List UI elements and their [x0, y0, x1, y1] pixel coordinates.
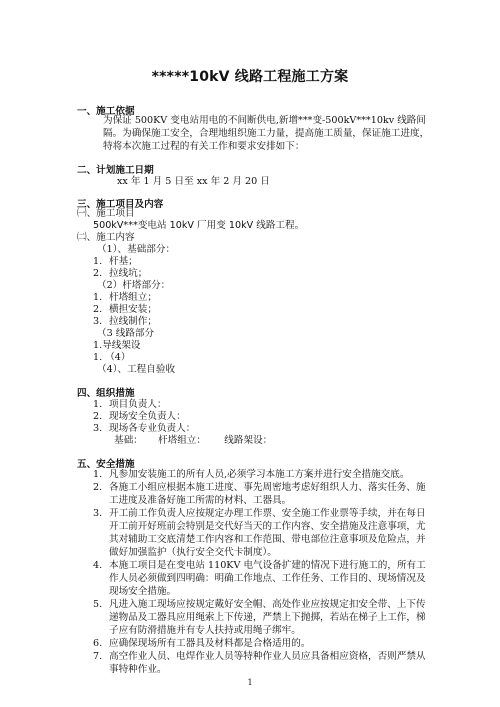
schedule-date: xx 年 1 月 5 日至 xx 年 2 月 20 日 — [117, 176, 270, 187]
basis-paragraph: 为保证 500KV 变电站用电的不间断供电,新增***变-500kV***10kv 线路间隔。为确保施工安全，合理地组织施工力量，提高施工质量，保证施工进度，特将本次施工过程的有关工作和要求安排如下： — [103, 115, 430, 152]
section-heading-items: 三、施工项目及内容 — [77, 199, 164, 210]
project-name: 500kV***变电站 10kV 厂用变 10kV 线路工程。 — [93, 220, 305, 231]
item-number: 3. — [93, 316, 103, 327]
item-number: 1. — [93, 399, 103, 410]
item-text: 杆塔组立； — [109, 292, 157, 303]
self-acceptance-label: （4）、工程自验收 — [97, 364, 176, 375]
section-heading-basis: 一、施工依据 — [77, 106, 135, 117]
item-text: 各施工小组应根据本施工进度、事先周密地考虑好组织人力、落实任务、施工进度及准备好施工所需的材料、工器具。 — [109, 482, 426, 506]
item-number: 2. — [93, 304, 103, 315]
list-item — [93, 468, 429, 481]
item-text: 开工前工作负责人应按规定办理工作票、安全施工作业票等手续，并在每日开工前开好班前会特别是交代好当天的工作内容、安全措施及注意事项，尤其对辅助工交底清楚工作内容和工作范围、带电部位注意事项及危险点，并做好加强监护（执行安全交代卡制度）。 — [109, 508, 426, 558]
item-text: 应确保现场所有工器具及材料都是合格适用的。 — [109, 638, 311, 649]
document-title: *****10kV 线路工程施工方案 — [151, 69, 349, 85]
item-number: 4. — [93, 560, 103, 571]
item-text: 杆基； — [109, 256, 138, 267]
list-item — [93, 598, 429, 637]
item-text: 本施工项目是在变电站 110KV 电气设备扩建的情况下进行施工的，所有工作人员必须做到四明确：明确工作地点、工作任务、工作目的、现场情况及现场安全措施。 — [109, 560, 426, 597]
list-item — [93, 650, 429, 676]
item-number: 2. — [93, 411, 103, 422]
item-number: 6. — [93, 638, 103, 649]
item-text: 现场安全负责人： — [109, 411, 186, 422]
tower-part-label: （2）杆塔部分： — [97, 280, 171, 291]
list-item — [93, 637, 429, 650]
subsection-content: ㈡、施工内容 — [77, 232, 135, 243]
item-number: 5. — [93, 599, 103, 610]
item-number: 3. — [93, 508, 103, 519]
line-item-wire: 1.导线架设 — [93, 340, 141, 351]
item-number: 1. — [93, 469, 103, 480]
line-item-4: 1. （4） — [93, 352, 131, 363]
item-text: 拉线坑； — [109, 268, 148, 279]
item-text: 项目负责人： — [109, 399, 167, 410]
item-text: 凡参加安装施工的所有人员,必须学习本施工方案并进行安全措施交底。 — [109, 469, 410, 480]
role-labels: 基础： 杆塔组立： 线路架设： — [114, 435, 273, 446]
item-number: 1. — [93, 292, 103, 303]
subsection-project: ㈠、施工项目 — [77, 208, 135, 219]
page-number: 1 — [247, 678, 253, 687]
item-number: 2. — [93, 482, 103, 493]
item-number: 3. — [93, 423, 103, 434]
line-part-label: （3 线路部分 — [97, 328, 155, 339]
item-number: 2. — [93, 268, 103, 279]
item-text: 横担安装； — [109, 304, 157, 315]
section-heading-schedule: 二、计划施工日期 — [77, 165, 154, 176]
item-text: 拉线制作； — [109, 316, 157, 327]
item-number: 1. — [93, 256, 103, 267]
list-item — [93, 507, 429, 559]
item-text: 高空作业人员、电焊作业人员等特种作业人员应具备相应资格，否则严禁从事特种作业。 — [109, 651, 426, 675]
list-item — [93, 559, 429, 598]
item-number: 7. — [93, 651, 103, 662]
basic-part-label: （1）、基础部分： — [97, 244, 176, 255]
section-heading-organization: 四、组织措施 — [77, 388, 135, 399]
list-item — [93, 481, 429, 507]
section-heading-safety: 五、安全措施 — [77, 459, 135, 470]
item-text: 凡进入施工现场应按规定戴好安全帽、高处作业应按规定扣安全带、上下传递物品及工器具应用绳索上下传递，严禁上下抛掷，若站在梯子上工作，梯子应有防滑措施并有专人扶持或用绳子绑牢。 — [109, 599, 426, 636]
item-text: 现场各专业负责人： — [109, 423, 196, 434]
